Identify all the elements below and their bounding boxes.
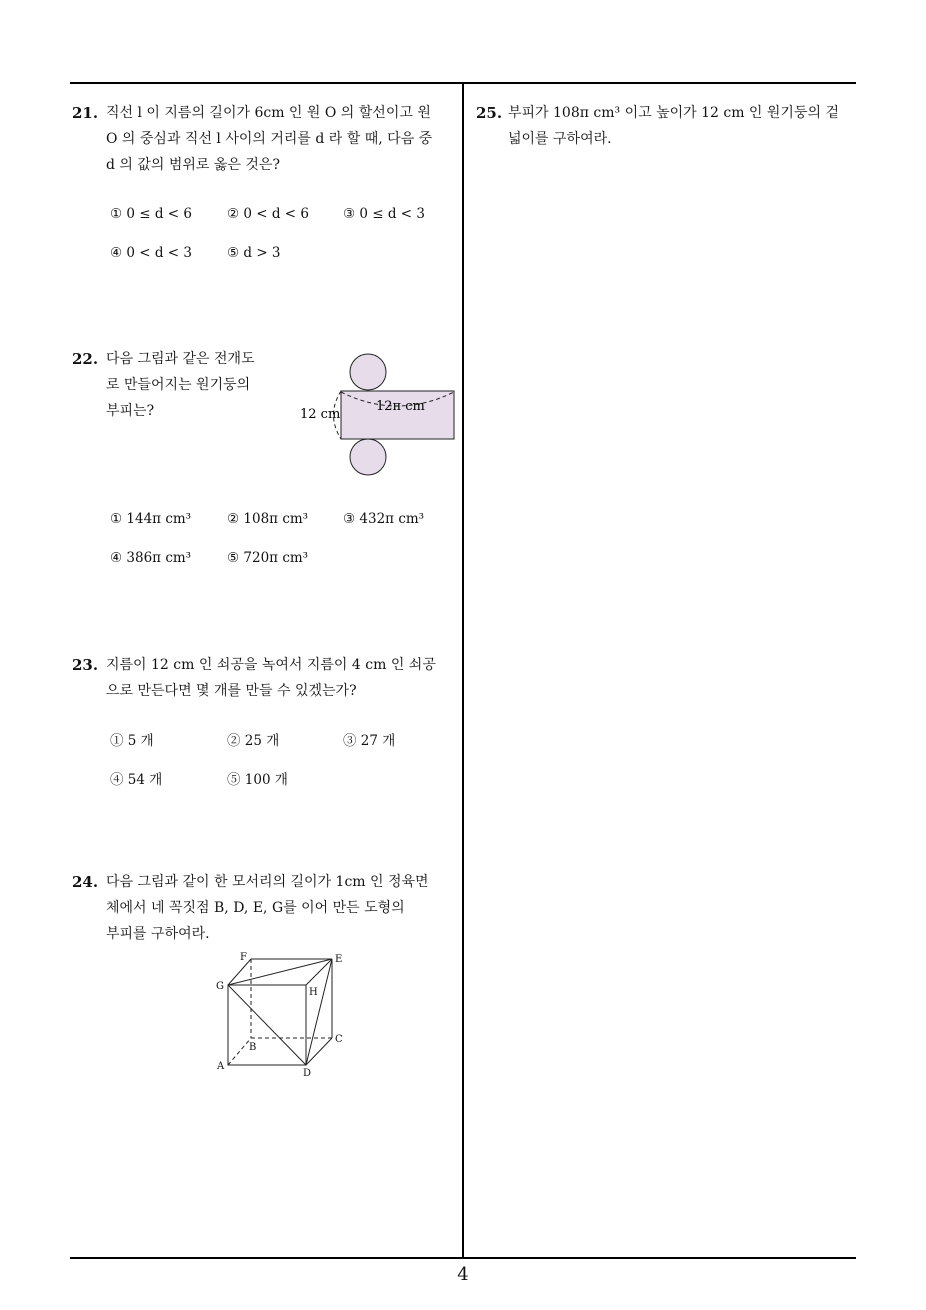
question-number: 23. <box>72 656 99 674</box>
choice-1[interactable]: ① 144π cm³ <box>110 511 192 527</box>
question-text: 부피가 108π cm³ 이고 높이가 12 cm 인 원기둥의 겉 넓이를 구하여라. <box>508 105 839 147</box>
choice-2[interactable]: ② 0 < d < 6 <box>227 206 310 222</box>
choice-2[interactable]: ② 108π cm³ <box>227 511 309 527</box>
vertex-label-g: G <box>216 981 224 992</box>
question-number: 25. <box>476 104 503 122</box>
vertex-label-c: C <box>335 1034 343 1045</box>
question-25 <box>476 100 860 152</box>
choice-1[interactable]: ① 0 ≤ d < 6 <box>110 206 193 222</box>
question-23 <box>72 652 458 704</box>
bottom-circle <box>350 439 386 475</box>
choice-2[interactable]: ② 25 개 <box>227 733 280 749</box>
length-label: 12π cm <box>376 399 425 414</box>
question-21 <box>72 100 458 178</box>
choice-5[interactable]: ⑤ 100 개 <box>227 772 288 788</box>
vertex-label-b: B <box>249 1042 257 1053</box>
choice-4[interactable]: ④ 54 개 <box>110 772 163 788</box>
page-number: 4 <box>457 1264 469 1285</box>
choice-4[interactable]: ④ 0 < d < 3 <box>110 245 193 261</box>
choice-3[interactable]: ③ 27 개 <box>343 733 396 749</box>
vertex-label-a: A <box>217 1061 225 1072</box>
column-divider <box>462 82 464 1258</box>
question-text: 다음 그림과 같이 한 모서리의 길이가 1cm 인 정육면 체에서 네 꼭짓점 B, D, E, G를 이어 만든 도형의 부피를 구하여라. <box>106 874 429 942</box>
question-number: 22. <box>72 350 99 368</box>
question-text: 지름이 12 cm 인 쇠공을 녹여서 지름이 4 cm 인 쇠공 으로 만든다면 몇 개를 만들 수 있겠는가? <box>106 657 436 699</box>
question-24 <box>72 869 458 947</box>
question-text: 다음 그림과 같은 전개도 로 만들어지는 원기둥의 부피는? <box>106 351 255 419</box>
vertex-label-h: H <box>309 987 318 998</box>
choice-5[interactable]: ⑤ 720π cm³ <box>227 550 309 566</box>
top-circle <box>350 354 386 390</box>
cube-figure <box>210 950 350 1080</box>
choice-3[interactable]: ③ 432π cm³ <box>343 511 425 527</box>
question-number: 21. <box>72 104 99 122</box>
cylinder-net-figure <box>290 350 470 480</box>
choice-5[interactable]: ⑤ d > 3 <box>227 245 281 261</box>
vertex-label-e: E <box>335 954 343 965</box>
choice-4[interactable]: ④ 386π cm³ <box>110 550 192 566</box>
bottom-rule <box>70 1257 856 1259</box>
choice-1[interactable]: ① 5 개 <box>110 733 154 749</box>
vertex-label-d: D <box>303 1068 312 1079</box>
height-label: 12 cm <box>300 407 341 422</box>
question-22 <box>72 346 302 424</box>
choice-3[interactable]: ③ 0 ≤ d < 3 <box>343 206 426 222</box>
question-number: 24. <box>72 873 99 891</box>
question-text: 직선 l 이 지름의 길이가 6cm 인 원 O 의 할선이고 원 O 의 중심과 직선 l 사이의 거리를 d 라 할 때, 다음 중 d 의 값의 범위로 옳은 것은? <box>106 105 433 173</box>
vertex-label-f: F <box>240 952 247 963</box>
